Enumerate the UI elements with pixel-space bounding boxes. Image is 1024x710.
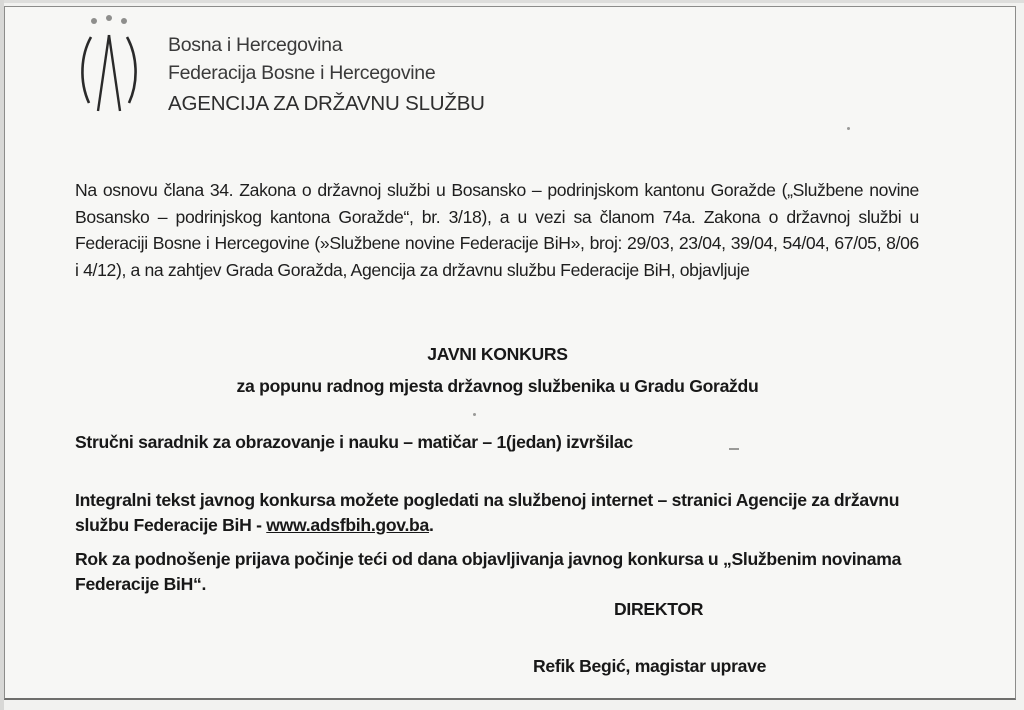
- agency-header: [168, 31, 485, 118]
- integral-text-paragraph: [75, 488, 935, 538]
- announcement-subtitle: za popunu radnog mjesta državnog službenika u Gradu Goraždu: [236, 376, 759, 396]
- announcement-title: JAVNI KONKURS: [427, 344, 568, 364]
- intro-text: Na osnovu člana 34. Zakona o državnoj službi u Bosansko – podrinjskom kantonu Goražde („Službene novine Bosansko – podrinjskog kantona Goražde“, br. 3/18), a u vezi sa članom 74a. Zakona o državnoj službi u Federaciji Bosne i Hercegovine (»Službene novine Federacije BiH», broj: 29/03, 23/04, 39/04, 54/04, 67/05, 8/06 i 4/12), a na zahtjev Grada Goražda, Agencija za državnu službu Federacije BiH, objavljuje: [75, 180, 919, 281]
- scan-speck: [847, 127, 850, 130]
- scan-speck: [473, 413, 476, 416]
- deadline-paragraph: Rok za podnošenje prijava počinje teći od dana objavljivanja javnog konkursa u „Službenim novinama Federacije BiH“.: [75, 549, 902, 594]
- signature-name: Refik Begić, magistar uprave: [533, 656, 767, 676]
- header-federation: Federacija Bosne i Hercegovine: [168, 62, 436, 84]
- agency-website-link[interactable]: www.adsfbih.gov.ba: [266, 515, 429, 535]
- header-agency: AGENCIJA ZA DRŽAVNU SLUŽBU: [168, 92, 485, 115]
- integral-text-end: .: [429, 515, 434, 535]
- intro-paragraph: [75, 177, 919, 284]
- header-country: Bosna i Hercegovina: [168, 34, 343, 56]
- job-position: Stručni saradnik za obrazovanje i nauku – matičar – 1(jedan) izvršilac: [75, 432, 633, 452]
- agency-logo-icon: [69, 15, 149, 119]
- document-page: [4, 6, 1016, 700]
- signature-role: DIREKTOR: [614, 599, 704, 619]
- scan-edge-top: [0, 0, 1024, 3]
- scan-speck: [729, 448, 739, 450]
- integral-text: Integralni tekst javnog konkursa možete pogledati na službenoj internet – stranici Agencije za državnu službu Federacije BiH -: [75, 490, 900, 535]
